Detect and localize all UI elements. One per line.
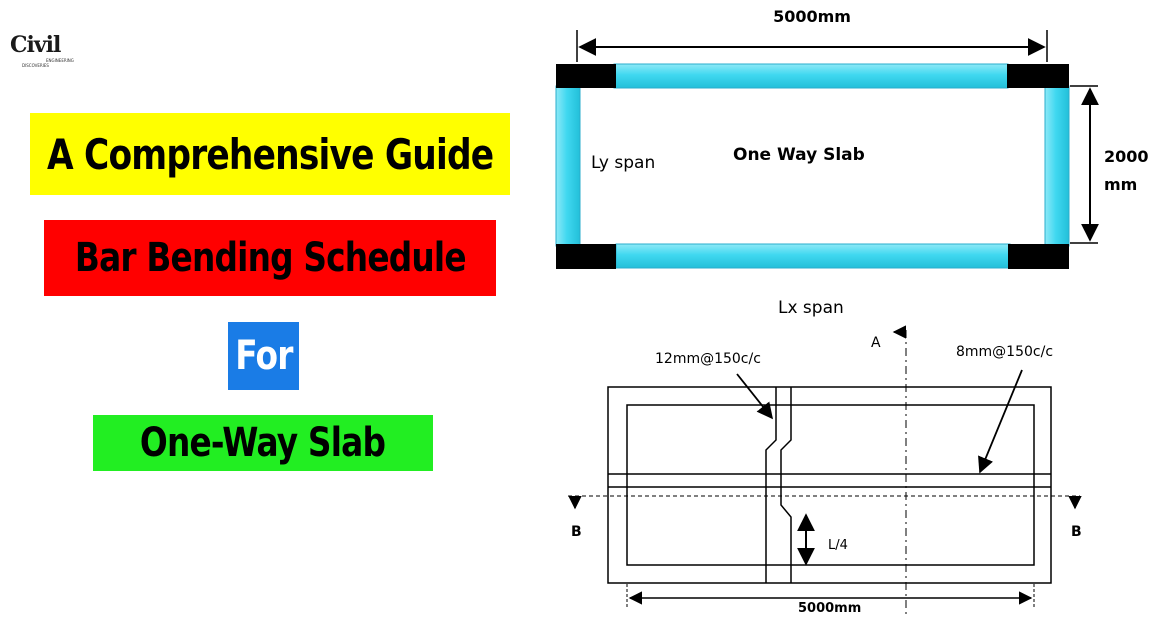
right-beam	[1045, 86, 1069, 246]
column-bottom-left	[556, 244, 616, 269]
logo-subtitle-a: ENGINEERING	[46, 58, 74, 63]
top-beam	[614, 64, 1008, 88]
plan-diagram	[556, 7, 1149, 318]
one-way-slab-label: One Way Slab	[733, 145, 865, 165]
distribution-bar-label: 8mm@150c/c	[956, 344, 1054, 360]
rebar-labels	[571, 335, 1082, 616]
bottom-dimension-label: 5000mm	[798, 601, 862, 616]
cranked-bar-right	[781, 387, 791, 583]
logo-subtitle-b: DISCOVERIES	[22, 63, 49, 68]
distribution-bar-leader	[980, 370, 1022, 472]
for-banner-text: For	[234, 333, 293, 379]
quarter-span-label: L/4	[828, 538, 848, 553]
column-bottom-right	[1008, 244, 1069, 269]
left-beam	[556, 86, 580, 246]
right-dimension-value: 2000	[1104, 147, 1149, 166]
slab-banner-text: One-Way Slab	[140, 420, 386, 466]
right-dimension-unit: mm	[1104, 175, 1138, 194]
bbs-banner-text: Bar Bending Schedule	[74, 235, 466, 281]
section-b-left-label: B	[571, 524, 582, 540]
lx-span-label: Lx span	[778, 298, 844, 318]
bottom-beam	[616, 244, 1010, 268]
column-top-right	[1007, 64, 1069, 88]
rebar-diagram	[568, 330, 1080, 618]
top-dimension-label: 5000mm	[773, 7, 851, 26]
slab-outline	[608, 387, 1051, 583]
main-bar-leader	[737, 374, 772, 418]
logo-text: Civil	[10, 32, 61, 58]
ly-span-label: Ly span	[591, 153, 656, 173]
section-b-right-label: B	[1071, 524, 1082, 540]
section-a-label: A	[871, 335, 881, 351]
column-top-left	[556, 64, 616, 88]
main-bar-label: 12mm@150c/c	[655, 351, 761, 367]
guide-banner-text: A Comprehensive Guide	[46, 129, 494, 179]
